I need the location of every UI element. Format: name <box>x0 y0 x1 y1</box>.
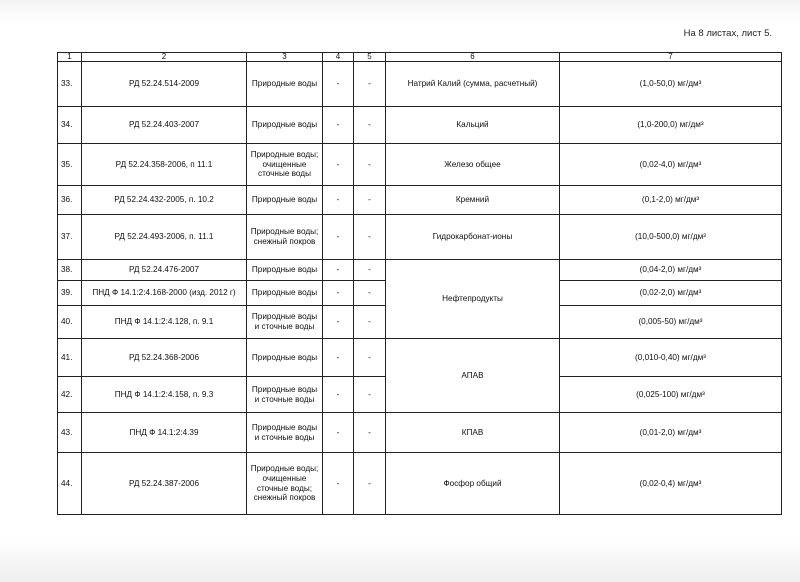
row-number: 44. <box>58 453 82 515</box>
test-object: Природные воды <box>247 186 323 215</box>
row-number: 37. <box>58 215 82 260</box>
cell-col5: - <box>354 413 386 453</box>
row-number: 35. <box>58 144 82 186</box>
cell-col4: - <box>323 281 354 306</box>
cell-col4: - <box>323 215 354 260</box>
test-object: Природные воды <box>247 281 323 306</box>
cell-col5: - <box>354 260 386 281</box>
test-object: Природные воды; очищенные сточные воды; снежный покров <box>247 453 323 515</box>
measurement-range: (0,02-4,0) мг/дм³ <box>560 144 782 186</box>
normative-document: РД 52.24.476-2007 <box>82 260 247 281</box>
cell-col5: - <box>354 215 386 260</box>
table-header-row <box>58 53 782 62</box>
measurement-range: (0,02-0,4) мг/дм³ <box>560 453 782 515</box>
normative-document: РД 52.24.432-2005, п. 10.2 <box>82 186 247 215</box>
table-row <box>58 144 782 186</box>
test-object: Природные воды и сточные воды <box>247 377 323 413</box>
measurement-range: (10,0-500,0) мг/дм³ <box>560 215 782 260</box>
normative-document: РД 52.24.358-2006, п 11.1 <box>82 144 247 186</box>
test-object: Природные воды <box>247 107 323 144</box>
test-object: Природные воды <box>247 62 323 107</box>
measurement-range: (0,005-50) мг/дм³ <box>560 306 782 339</box>
column-header: 7 <box>560 53 782 62</box>
cell-col4: - <box>323 260 354 281</box>
cell-col4: - <box>323 339 354 377</box>
indicator-apav: АПАВ <box>386 339 560 413</box>
indicator: Натрий Калий (сумма, расчетный) <box>386 62 560 107</box>
normative-document: ПНД Ф 14.1:2:4.39 <box>82 413 247 453</box>
cell-col4: - <box>323 107 354 144</box>
indicator: КПАВ <box>386 413 560 453</box>
indicator: Фосфор общий <box>386 453 560 515</box>
indicator: Гидрокарбонат-ионы <box>386 215 560 260</box>
row-number: 38. <box>58 260 82 281</box>
column-header: 2 <box>82 53 247 62</box>
indicator-oil-products: Нефтепродукты <box>386 260 560 339</box>
indicator: Кремний <box>386 186 560 215</box>
row-number: 42. <box>58 377 82 413</box>
sheet-info: На 8 листах, лист 5. <box>683 28 772 39</box>
measurement-range: (1,0-200,0) мг/дм³ <box>560 107 782 144</box>
table-row <box>58 339 782 377</box>
normative-document: ПНД Ф 14.1:2:4.128, п. 9.1 <box>82 306 247 339</box>
test-object: Природные воды и сточные воды <box>247 413 323 453</box>
column-header: 1 <box>58 53 82 62</box>
cell-col5: - <box>354 62 386 107</box>
table-row <box>58 186 782 215</box>
row-number: 41. <box>58 339 82 377</box>
cell-col4: - <box>323 377 354 413</box>
cell-col4: - <box>323 186 354 215</box>
measurement-range: (0,010-0,40) мг/дм³ <box>560 339 782 377</box>
column-header: 5 <box>354 53 386 62</box>
cell-col5: - <box>354 339 386 377</box>
test-object: Природные воды и сточные воды <box>247 306 323 339</box>
row-number: 43. <box>58 413 82 453</box>
cell-col5: - <box>354 281 386 306</box>
cell-col5: - <box>354 453 386 515</box>
cell-col4: - <box>323 62 354 107</box>
indicator: Кальций <box>386 107 560 144</box>
column-header: 3 <box>247 53 323 62</box>
column-header: 4 <box>323 53 354 62</box>
indicator: Железо общее <box>386 144 560 186</box>
test-object: Природные воды <box>247 339 323 377</box>
normative-document: РД 52.24.368-2006 <box>82 339 247 377</box>
cell-col4: - <box>323 413 354 453</box>
measurement-range: (0,025-100) мг/дм³ <box>560 377 782 413</box>
measurement-range: (0,01-2,0) мг/дм³ <box>560 413 782 453</box>
table-row <box>58 413 782 453</box>
measurement-range: (0,02-2,0) мг/дм³ <box>560 281 782 306</box>
table-row <box>58 107 782 144</box>
cell-col5: - <box>354 377 386 413</box>
row-number: 33. <box>58 62 82 107</box>
cell-col5: - <box>354 144 386 186</box>
normative-document: ПНД Ф 14.1:2:4.158, п. 9.3 <box>82 377 247 413</box>
row-number: 36. <box>58 186 82 215</box>
methods-table <box>57 52 782 515</box>
test-object: Природные воды <box>247 260 323 281</box>
cell-col4: - <box>323 306 354 339</box>
test-object: Природные воды; снежный покров <box>247 215 323 260</box>
normative-document: РД 52.24.493-2006, п. 11.1 <box>82 215 247 260</box>
column-header: 6 <box>386 53 560 62</box>
cell-col4: - <box>323 453 354 515</box>
cell-col4: - <box>323 144 354 186</box>
row-number: 39. <box>58 281 82 306</box>
table-row <box>58 260 782 281</box>
measurement-range: (1,0-50,0) мг/дм³ <box>560 62 782 107</box>
cell-col5: - <box>354 306 386 339</box>
normative-document: ПНД Ф 14.1:2:4.168-2000 (изд. 2012 г) <box>82 281 247 306</box>
normative-document: РД 52.24.387-2006 <box>82 453 247 515</box>
table-row <box>58 62 782 107</box>
normative-document: РД 52.24.514-2009 <box>82 62 247 107</box>
table-row <box>58 453 782 515</box>
measurement-range: (0,1-2,0) мг/дм³ <box>560 186 782 215</box>
normative-document: РД 52.24.403-2007 <box>82 107 247 144</box>
measurement-range: (0,04-2,0) мг/дм³ <box>560 260 782 281</box>
cell-col5: - <box>354 107 386 144</box>
row-number: 34. <box>58 107 82 144</box>
row-number: 40. <box>58 306 82 339</box>
test-object: Природные воды; очищенные сточные воды <box>247 144 323 186</box>
table-row <box>58 215 782 260</box>
cell-col5: - <box>354 186 386 215</box>
